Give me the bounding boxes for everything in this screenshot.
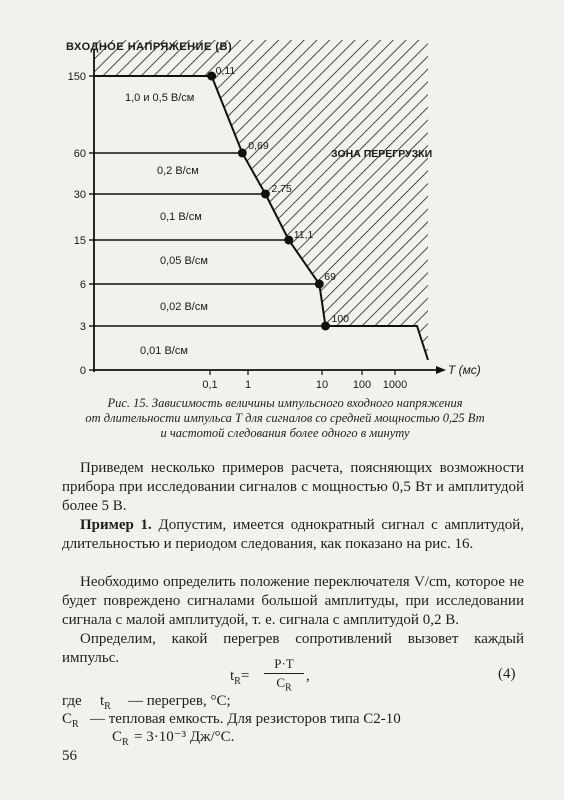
formula-comma: ,	[306, 668, 310, 684]
x-tick-label: 1000	[382, 379, 408, 391]
boundary-point	[321, 322, 330, 331]
paragraph-overheat: Определим, какой перегрев сопротивлений вызовет каждый импульс.	[62, 631, 524, 666]
y-tick-label: 0	[79, 365, 86, 377]
formula-denominator: $C_R$	[276, 675, 292, 694]
boundary-point	[238, 149, 247, 158]
x-axis-arrow	[436, 366, 446, 374]
point-label: 100	[331, 313, 350, 325]
band-label: 1,0 и 0,5 В/см	[125, 92, 195, 104]
voltage-duration-chart	[0, 0, 564, 395]
equation-number: (4)	[498, 666, 516, 682]
overload-zone-label: ЗОНА ПЕРЕГРУЗКИ	[331, 148, 433, 160]
band-label: 0,01 В/см	[140, 345, 188, 357]
y-tick-label: 6	[79, 279, 86, 291]
x-tick-label: 0,1	[202, 379, 218, 391]
def-c-value: $C_R$ = 3·10⁻³ Дж/°С.	[112, 729, 235, 748]
x-tick-label: 1	[244, 379, 252, 391]
def-c: $C_R$ — тепловая емкость. Для резисторов типа С2-10	[62, 711, 401, 730]
band-label: 0,05 В/см	[160, 255, 208, 267]
x-axis-title: Т (мс)	[448, 363, 481, 377]
formula-4	[230, 656, 350, 696]
y-tick-label: 15	[73, 235, 86, 247]
page-number: 56	[62, 748, 77, 764]
caption-line-1: Рис. 15. Зависимость величины импульсного входного напряжения	[107, 396, 463, 410]
paragraph-example-1	[62, 516, 524, 554]
point-label: 0,69	[248, 140, 269, 152]
point-label: 0,11	[215, 65, 236, 77]
definitions	[62, 692, 522, 746]
formula-numerator: P·T	[274, 656, 294, 671]
example-text: Допустим, имеется однократный сигнал с амплитудой, длительностью и периодом следования, как показано на рис. 16.	[62, 517, 524, 552]
boundary-point	[261, 190, 270, 199]
y-tick-label: 60	[73, 148, 86, 160]
band-label: 0,02 В/см	[160, 301, 208, 313]
point-label: 69	[324, 271, 336, 283]
formula-lhs: $t_R=$	[230, 668, 250, 687]
band-label: 0,1 В/см	[160, 211, 202, 223]
paragraph-switch: Необходимо определить положение переключателя V/cm, которое не будет повреждено сигналами большой амплитуды, при исследовании сигнала с малой амплитудой, т. е. сигнала с амплитудой 0,2 В.	[62, 574, 524, 628]
boundary-point	[284, 236, 293, 245]
formula-fraction	[264, 656, 304, 697]
y-tick-label: 3	[79, 321, 86, 333]
caption-line-3: и частотой следования более одного в минуту	[160, 426, 410, 440]
point-label: 11,1	[293, 229, 314, 241]
point-label: 2,75	[271, 183, 292, 195]
example-heading: Пример 1.	[80, 517, 152, 533]
paragraph-intro: Приведем несколько примеров расчета, поясняющих возможности прибора при исследовании сигналов с мощностью 0,5 Вт и амплитудой более 5 В.	[62, 460, 524, 514]
y-tick-label: 30	[73, 189, 86, 201]
figure-caption	[70, 396, 500, 441]
def-t: где $t_R$ — перегрев, °С;	[62, 693, 231, 712]
caption-line-2: от длительности импульса Т для сигналов со средней мощностью 0,25 Вт	[85, 411, 485, 425]
x-tick-label: 10	[315, 379, 329, 391]
band-label: 0,2 В/см	[157, 165, 199, 177]
overload-zone	[94, 40, 428, 360]
y-axis-title: ВХОДНОЕ НАПРЯЖЕНИЕ (В)	[66, 41, 233, 53]
x-tick-label: 100	[352, 379, 372, 391]
y-tick-label: 150	[67, 71, 86, 83]
boundary-point	[315, 280, 324, 289]
